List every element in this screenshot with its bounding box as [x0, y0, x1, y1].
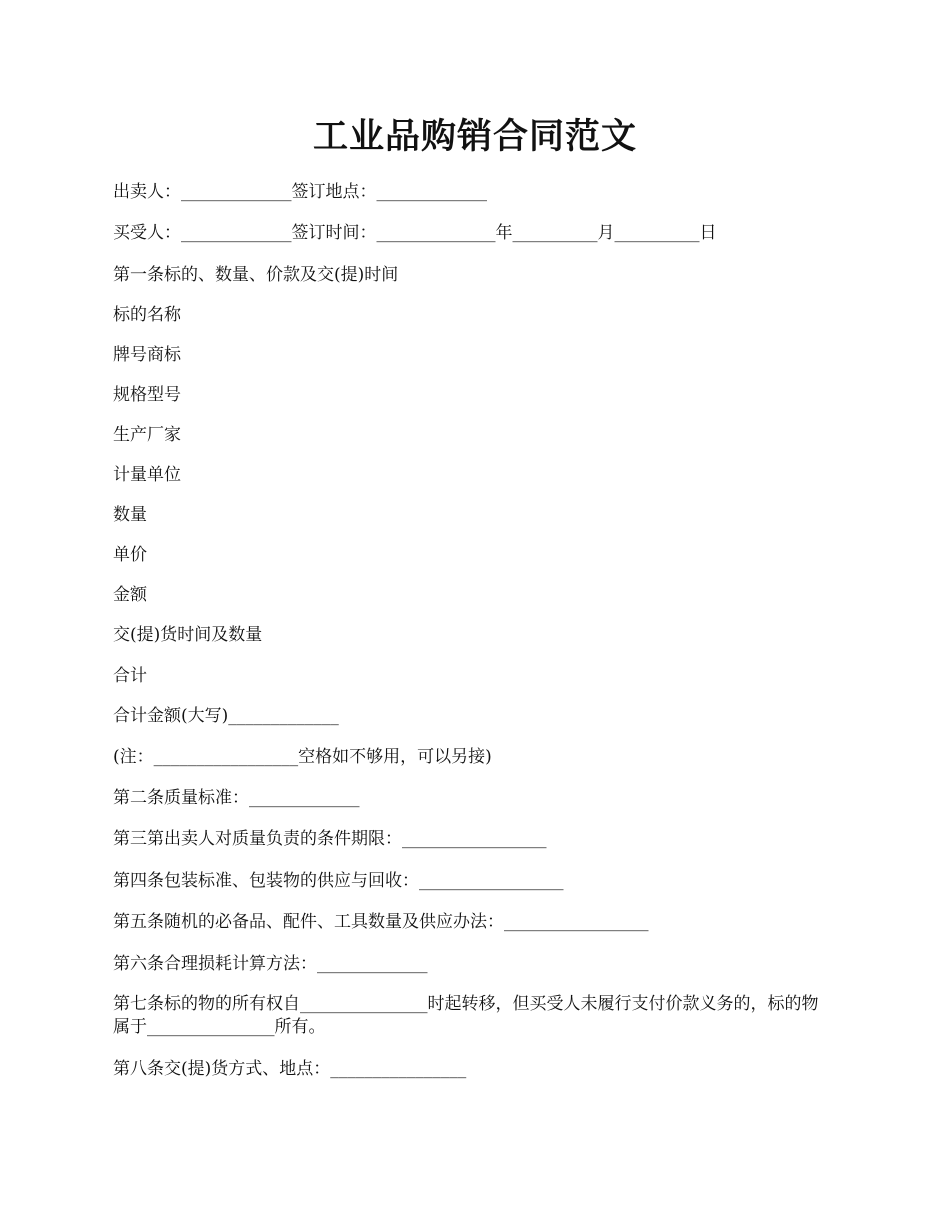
delivery-time-label: 交(提)货时间及数量 [113, 625, 263, 645]
article-1-heading: 第一条标的、数量、价款及交(提)时间 [113, 265, 399, 285]
document-title: 工业品购销合同范文 [312, 116, 637, 157]
article-8: 第八条交(提)货方式、地点：________________ [113, 1059, 467, 1079]
article-6: 第六条合理损耗计算方法：_____________ [113, 954, 428, 974]
article-4: 第四条包装标准、包装物的供应与回收：_________________ [113, 871, 564, 891]
brand-label: 牌号商标 [113, 345, 181, 365]
spec-model-label: 规格型号 [113, 385, 181, 405]
total-label: 合计 [113, 666, 147, 686]
unit-price-label: 单价 [113, 545, 147, 565]
seller-line: 出卖人：_____________签订地点：_____________ [113, 182, 487, 202]
article-2: 第二条质量标准：_____________ [113, 788, 360, 808]
buyer-line: 买受人：_____________签订时间：______________年__________月__________日 [113, 223, 717, 243]
article-7: 第七条标的物的所有权自_______________时起转移，但买受人未履行支付价款义务的，标的物属于_______________所有。 [113, 994, 819, 1037]
quantity-label: 数量 [113, 505, 147, 525]
item-name-label: 标的名称 [113, 305, 181, 325]
manufacturer-label: 生产厂家 [113, 425, 181, 445]
article-3: 第三第出卖人对质量负责的条件期限：_________________ [113, 829, 547, 849]
article-5: 第五条随机的必备品、配件、工具数量及供应办法：_________________ [113, 912, 649, 932]
note-line: (注：_________________空格如不够用，可以另接) [113, 747, 492, 767]
unit-label: 计量单位 [113, 465, 181, 485]
total-amount-line: 合计金额(大写)_____________ [113, 706, 339, 726]
amount-label: 金额 [113, 585, 147, 605]
